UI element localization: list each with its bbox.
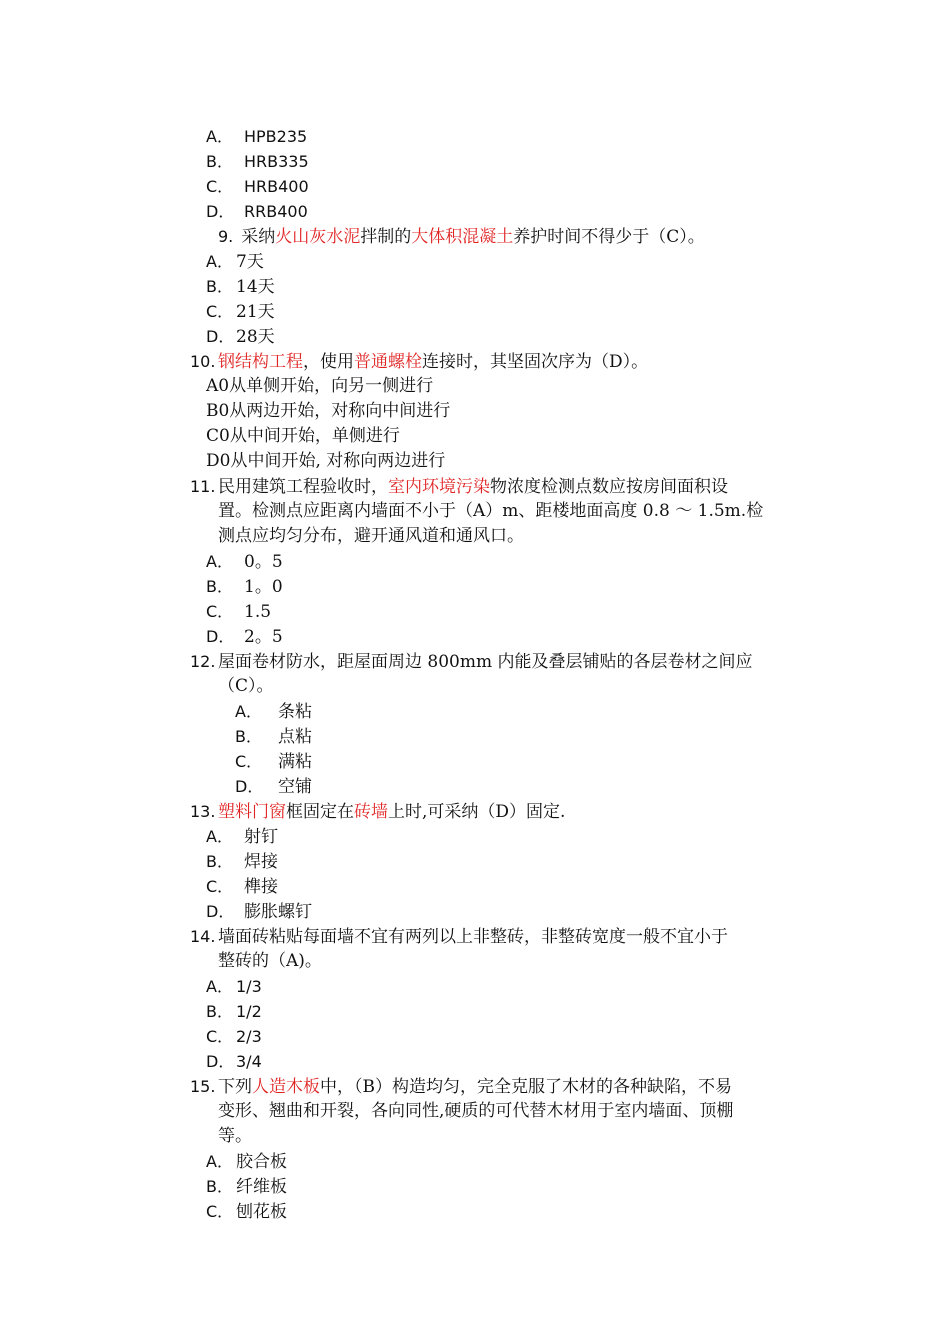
option-letter: D． [206,1052,235,1071]
question-12-line-2: （C）。 [218,676,274,696]
option-text: 7天 [236,252,264,272]
question-14 [190,924,728,949]
option-letter: A． [206,827,233,846]
q13-option-d [206,899,312,924]
question-11-line-3: 测点应均匀分布，避开通风道和通风口。 [218,526,524,546]
q8-option-d [206,199,308,224]
q15-option-c [206,1199,287,1224]
question-number: 15. [190,1077,216,1096]
highlight-term: 砖墙 [354,802,388,822]
question-text: 墙面砖粘贴每面墙不宜有两列以上非整砖，非整砖宽度一般不宜小于 [218,927,728,947]
q13-option-c [206,874,278,899]
option-letter: A． [206,552,233,571]
option-letter: C． [206,177,234,196]
option-text: HRB335 [244,152,309,171]
q11-option-a [206,549,283,574]
question-15-line-3: 等。 [218,1126,252,1146]
option-letter: B． [206,1177,233,1196]
option-text: 1/2 [236,1002,262,1021]
option-letter: D． [235,777,264,796]
question-text: 中，（B）构造均匀，完全克服了木材的各种缺陷，不易 [320,1077,732,1097]
option-letter: C． [235,752,263,771]
q11-option-d [206,624,283,649]
q14-option-c [206,1024,262,1049]
q11-option-b [206,574,283,599]
q10-option-a: A0从单侧开始，向另一侧进行 [206,376,434,396]
highlight-term: 普通螺栓 [354,352,422,372]
option-letter: C． [206,1202,234,1221]
option-text: 14天 [236,277,275,297]
option-letter: A． [206,127,233,146]
q12-option-a [235,699,312,724]
option-letter: B． [206,277,233,296]
highlight-term: 火山灰水泥 [275,227,361,247]
q9-option-d [206,324,275,349]
highlight-term: 人造木板 [252,1077,320,1097]
option-letter: D． [206,902,235,921]
question-15-line-2: 变形、翘曲和开裂，各向同性,硬质的可代替木材用于室内墙面、顶棚 [218,1101,734,1121]
option-text: 满粘 [278,752,312,772]
option-text: 射钉 [244,827,278,847]
question-number: 13. [190,802,216,821]
option-text: 21天 [236,302,275,322]
option-letter: B． [206,577,233,596]
option-text: 2。5 [244,627,283,647]
option-letter: C． [206,302,234,321]
q14-option-a [206,974,262,999]
question-number: 12. [190,652,216,671]
question-number: 10. [190,352,216,371]
option-text: 条粘 [278,702,312,722]
option-text: 2/3 [236,1027,262,1046]
q9-option-a [206,249,264,274]
option-text: 纤维板 [236,1177,287,1197]
option-text: 1。0 [244,577,283,597]
option-text: 空铺 [278,777,312,797]
option-text: HPB235 [244,127,308,146]
q13-option-a [206,824,278,849]
question-text: 屋面卷材防水，距屋面周边 800mm 内能及叠层铺贴的各层卷材之间应 [218,652,753,672]
question-text: 养护时间不得少于（C）。 [513,227,705,247]
question-15 [190,1074,732,1099]
option-text: 膨胀螺钉 [244,902,312,922]
q14-option-d [206,1049,262,1074]
question-13 [190,799,565,824]
q15-option-a [206,1149,287,1174]
q10-option-b: B0从两边开始，对称向中间进行 [206,401,451,421]
option-letter: D． [206,627,235,646]
question-14-line-2: 整砖的（A)。 [218,951,322,971]
question-text: 下列 [218,1077,252,1097]
option-text: 28天 [236,327,275,347]
option-text: 点粘 [278,727,312,747]
question-10 [190,349,648,374]
q12-option-c [235,749,312,774]
option-text: 刨花板 [236,1202,287,1222]
question-12 [190,649,753,674]
q10-option-c: C0从中间开始，单侧进行 [206,426,400,446]
question-text: 采纳 [241,227,276,247]
question-text: 框固定在 [286,802,354,822]
question-text: 连接时，其坚固次序为（D）。 [422,352,649,372]
option-letter: C． [206,877,234,896]
q9-option-c [206,299,275,324]
option-text: 1.5 [244,602,272,622]
question-text: 拌制的 [360,227,412,247]
option-letter: A． [206,1152,233,1171]
question-11-line-2: 置。检测点应距离内墙面不小于（A）m、距楼地面高度 0.8 ～ 1.5m.检 [218,501,764,521]
highlight-term: 塑料门窗 [218,802,286,822]
question-text: 民用建筑工程验收时， [218,477,388,497]
question-number: 11. [190,477,216,496]
option-text: HRB400 [244,177,309,196]
highlight-term: 大体积混凝土 [411,227,514,247]
option-letter: A． [206,977,233,996]
option-letter: A． [235,702,262,721]
q12-option-d [235,774,312,799]
q12-option-b [235,724,312,749]
question-11 [190,474,728,499]
question-number: 14. [190,927,216,946]
option-letter: C． [206,1027,234,1046]
q10-option-d: D0从中间开始, 对称向两边进行 [206,451,446,471]
option-letter: D． [206,327,235,346]
option-text: 1/3 [236,977,262,996]
option-letter: B． [206,1002,233,1021]
option-text: 3/4 [236,1052,262,1071]
q8-option-c [206,174,309,199]
option-text: RRB400 [244,202,308,221]
highlight-term: 钢结构工程 [218,352,303,372]
option-letter: D． [206,202,235,221]
q13-option-b [206,849,278,874]
option-letter: B． [235,727,262,746]
option-letter: B． [206,152,233,171]
question-number: 9. [218,227,234,246]
option-letter: C． [206,602,234,621]
option-letter: B． [206,852,233,871]
q8-option-b [206,149,309,174]
q9-option-b [206,274,275,299]
option-text: 榫接 [244,877,278,897]
option-letter: A． [206,252,233,271]
option-text: 胶合板 [236,1152,287,1172]
q8-option-a [206,124,307,149]
q14-option-b [206,999,262,1024]
question-text: 上时,可采纳（D）固定. [388,802,566,822]
option-text: 焊接 [244,852,278,872]
question-text: ，使用 [303,352,354,372]
option-text: 0。5 [244,552,283,572]
question-text: 物浓度检测点数应按房间面积设 [490,477,728,497]
highlight-term: 室内环境污染 [388,477,490,497]
q15-option-b [206,1174,287,1199]
q11-option-c [206,599,271,624]
question-9 [218,224,705,249]
